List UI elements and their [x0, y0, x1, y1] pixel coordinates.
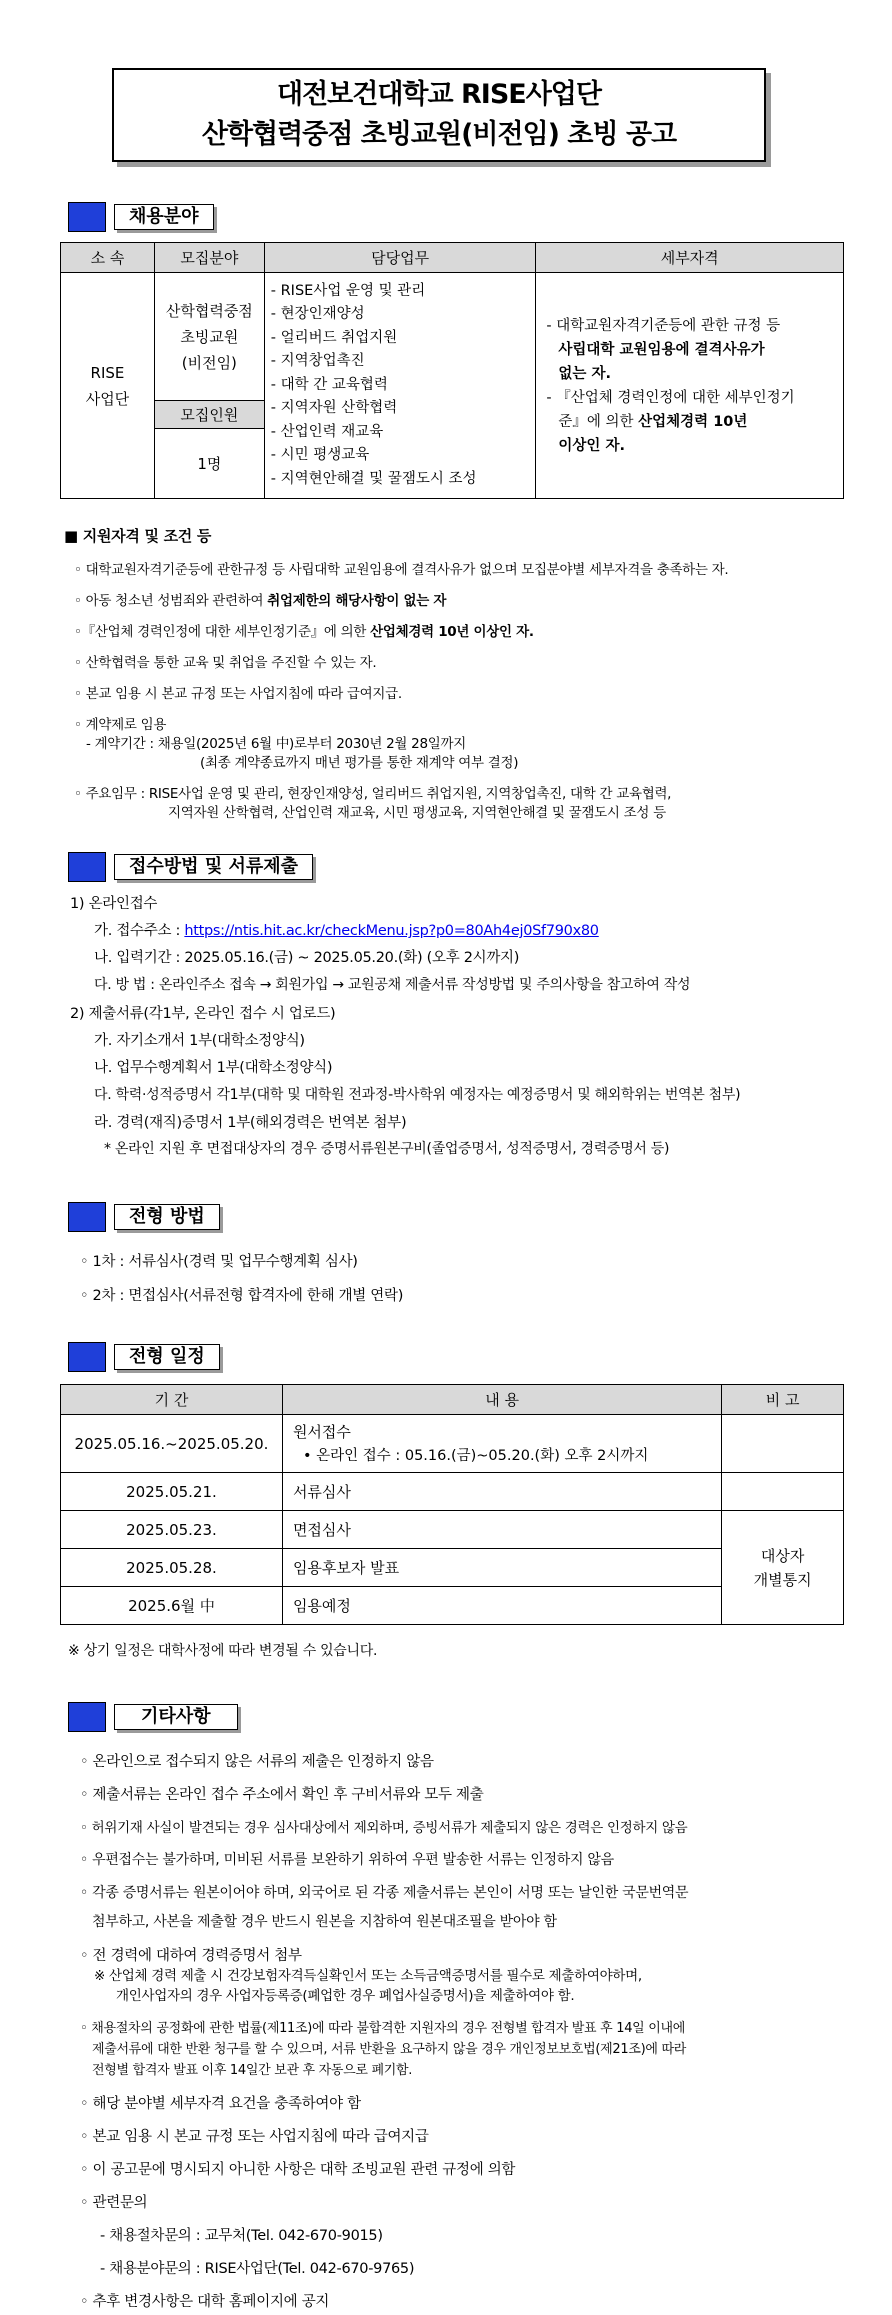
etc-line: ◦ 제출서류는 온라인 접수 주소에서 확인 후 구비서류와 모두 제출 — [80, 1787, 484, 1803]
method-line: ◦ 2차 : 면접심사(서류전형 합격자에 한해 개별 연락) — [80, 1288, 404, 1304]
apply-line: 나. 업무수행계획서 1부(대학소정양식) — [94, 1060, 333, 1076]
header-qualification: 세부자격 — [536, 243, 844, 273]
header-affiliation: 소 속 — [61, 243, 155, 273]
table-row: 2025.6월 中 임용예정 — [61, 1587, 844, 1625]
section-marker — [68, 852, 106, 882]
apply-line: 라. 경력(재직)증명서 1부(해외경력은 번역본 첨부) — [94, 1115, 407, 1131]
etc-line: - 채용분야문의 : RISE사업단(Tel. 042-670-9765) — [100, 2261, 415, 2277]
apply-line: 가. 접수주소 : https://ntis.hit.ac.kr/checkMenu.jsp?p0=80Ah4ej0Sf790x80 — [94, 923, 599, 939]
section-marker — [68, 1202, 106, 1232]
condition-line: 지역자원 산학협력, 산업인력 재교육, 시민 평생교육, 지역현안해결 및 꿀잼도시 조성 등 — [168, 805, 666, 821]
affiliation-cell: RISE 사업단 — [61, 273, 155, 499]
condition-line: ◦『산업체 경력인정에 대한 세부인정기준』에 의한 산업체경력 10년 이상인 자. — [74, 624, 534, 640]
etc-line: ◦ 추후 변경사항은 대학 홈페이지에 공지 — [80, 2294, 330, 2310]
section-header-method — [68, 1202, 220, 1232]
header-note: 비 고 — [722, 1385, 844, 1415]
apply-link[interactable]: https://ntis.hit.ac.kr/checkMenu.jsp?p0=80Ah4ej0Sf790x80 — [184, 923, 599, 939]
schedule-footnote: ※ 상기 일정은 대학사정에 따라 변경될 수 있습니다. — [68, 1643, 378, 1659]
etc-line: ◦ 이 공고문에 명시되지 아니한 사항은 대학 조빙교원 관련 규정에 의함 — [80, 2162, 516, 2178]
etc-line: ◦ 우편접수는 불가하며, 미비된 서류를 보완하기 위하여 우편 발송한 서류는 인정하지 않음 — [80, 1852, 614, 1868]
table-row: 2025.05.21. 서류심사 — [61, 1473, 844, 1511]
section-label: 채용분야 — [114, 204, 214, 230]
header-period: 기 간 — [61, 1385, 283, 1415]
etc-line: ◦ 관련문의 — [80, 2195, 148, 2211]
header-content: 내 용 — [282, 1385, 721, 1415]
etc-line: ※ 산업체 경력 제출 시 건강보험자격득실확인서 또는 소득금액증명서를 필수로 제출하여야하며, — [94, 1968, 642, 1984]
method-line: ◦ 1차 : 서류심사(경력 및 업무수행계획 심사) — [80, 1254, 358, 1270]
schedule-table — [60, 1384, 844, 1625]
count-cell: 1명 — [154, 429, 264, 499]
condition-line: - 계약기간 : 채용일(2025년 6월 中)로부터 2030년 2월 28일까지 — [86, 736, 466, 752]
condition-line: (최종 계약종료까지 매년 평가를 통한 재계약 여부 결정) — [200, 755, 519, 771]
section-marker — [68, 202, 106, 232]
condition-line: ◦ 주요임무 : RISE사업 운영 및 관리, 현장인재양성, 얼리버드 취업지원, 지역창업촉진, 대학 간 교육협력, — [74, 786, 672, 802]
apply-heading-docs: 2) 제출서류(각1부, 온라인 접수 시 업로드) — [70, 1006, 336, 1022]
section-label: 접수방법 및 서류제출 — [114, 854, 313, 880]
header-duties: 담당업무 — [264, 243, 536, 273]
condition-line: ◦ 계약제로 임용 — [74, 717, 167, 733]
condition-line: ◦ 산학협력을 통한 교육 및 취업을 주진할 수 있는 자. — [74, 655, 377, 671]
apply-line: * 온라인 지원 후 면접대상자의 경우 증명서류원본구비(졸업증명서, 성적증명서, 경력증명서 등) — [104, 1141, 670, 1157]
duties-cell: - RISE사업 운영 및 관리 - 현장인재양성 - 얼리버드 취업지원 - 지역창업촉진 - 대학 간 교육협력 - 지역자원 산학협력 - 산업인력 재교육 - 시민 평생교육 - 지역현안해결 및 꿀잼도시 조성 — [264, 273, 536, 499]
etc-line: ◦ 각종 증명서류는 원본이어야 하며, 외국어로 된 각종 제출서류는 본인이 서명 또는 날인한 국문번역문 — [80, 1885, 689, 1901]
title-line-2: 산학협력중점 초빙교원(비전임) 초빙 공고 — [201, 119, 677, 150]
apply-line: 나. 입력기간 : 2025.05.16.(금) ~ 2025.05.20.(화) (오후 2시까지) — [94, 950, 520, 966]
section-header-apply — [68, 852, 313, 882]
section-label: 기타사항 — [114, 1704, 238, 1730]
title-line-1: 대전보건대학교 RISE사업단 — [277, 79, 601, 110]
table-row: 2025.05.16.~2025.05.20. 원서접수 • 온라인 접수 : 05.16.(금)~05.20.(화) 오후 2시까지 — [61, 1415, 844, 1473]
section-header-schedule — [68, 1342, 220, 1372]
apply-heading-online: 1) 온라인접수 — [70, 896, 158, 912]
table-row: 2025.05.28. 임용후보자 발표 — [61, 1549, 844, 1587]
etc-line: ◦ 온라인으로 접수되지 않은 서류의 제출은 인정하지 않음 — [80, 1754, 434, 1770]
condition-line: ◦ 본교 임용 시 본교 규정 또는 사업지침에 따라 급여지급. — [74, 686, 402, 702]
etc-line: ◦ 허위기재 사실이 발견되는 경우 심사대상에서 제외하며, 증빙서류가 제출되지 않은 경력은 인정하지 않음 — [80, 1820, 688, 1836]
table-row: 2025.05.23. 면접심사 대상자 개별통지 — [61, 1511, 844, 1549]
field-cell: 산학협력중점 초빙교원 (비전임) — [154, 273, 264, 401]
etc-line: ◦ 해당 분야별 세부자격 요건을 충족하여야 함 — [80, 2096, 361, 2112]
etc-line: ◦ 본교 임용 시 본교 규정 또는 사업지침에 따라 급여지급 — [80, 2129, 429, 2145]
section-marker — [68, 1342, 106, 1372]
section-label: 전형 일정 — [114, 1344, 220, 1370]
title-box — [112, 68, 766, 162]
header-field: 모집분야 — [154, 243, 264, 273]
etc-line: ◦ 채용절차의 공정화에 관한 법률(제11조)에 따라 불합격한 지원자의 경우 전형별 합격자 발표 후 14일 이내에 — [80, 2021, 686, 2036]
etc-line: 개인사업자의 경우 사업자등록증(폐업한 경우 폐업사실증명서)을 제출하여야 함. — [116, 1988, 575, 2004]
apply-line: 가. 자기소개서 1부(대학소정양식) — [94, 1033, 305, 1049]
section-header-etc — [68, 1702, 238, 1732]
section-header-recruit-field — [68, 202, 214, 232]
apply-line: 다. 방 법 : 온라인주소 접속 → 회원가입 → 교원공채 제출서류 작성방법 및 주의사항을 참고하여 작성 — [94, 977, 691, 993]
conditions-heading: ■ 지원자격 및 조건 등 — [64, 527, 212, 545]
etc-line: 첨부하고, 사본을 제출할 경우 반드시 원본을 지참하여 원본대조필을 받아야 함 — [92, 1914, 557, 1930]
etc-line: 제출서류에 대한 반환 청구를 할 수 있으며, 서류 반환을 요구하지 않을 경우 개인정보보호법(제21조)에 따라 — [92, 2042, 686, 2057]
apply-line: 다. 학력·성적증명서 각1부(대학 및 대학원 전과정-박사학위 예정자는 예정증명서 및 해외학위는 번역본 첨부) — [94, 1087, 741, 1103]
section-label: 전형 방법 — [114, 1204, 220, 1230]
etc-line: - 채용절차문의 : 교무처(Tel. 042-670-9015) — [100, 2228, 383, 2244]
count-label-cell: 모집인원 — [154, 401, 264, 429]
etc-line: ◦ 전 경력에 대하여 경력증명서 첨부 — [80, 1948, 302, 1964]
etc-line: 전형별 합격자 발표 이후 14일간 보관 후 자동으로 폐기함. — [92, 2063, 413, 2078]
recruit-table — [60, 242, 844, 499]
qualification-cell: - 대학교원자격기준등에 관한 규정 등 사립대학 교원임용에 결격사유가 없는 자. - 『산업체 경력인정에 대한 세부인정기 준』에 의한 산업체경력 10년 이상인 자. — [536, 273, 844, 499]
condition-line: ◦ 대학교원자격기준등에 관한규정 등 사립대학 교원임용에 결격사유가 없으며 모집분야별 세부자격을 충족하는 자. — [74, 562, 729, 578]
section-marker — [68, 1702, 106, 1732]
condition-line: ◦ 아동 청소년 성범죄와 관련하여 취업제한의 해당사항이 없는 자 — [74, 593, 447, 609]
note-cell: 대상자 개별통지 — [722, 1511, 844, 1625]
